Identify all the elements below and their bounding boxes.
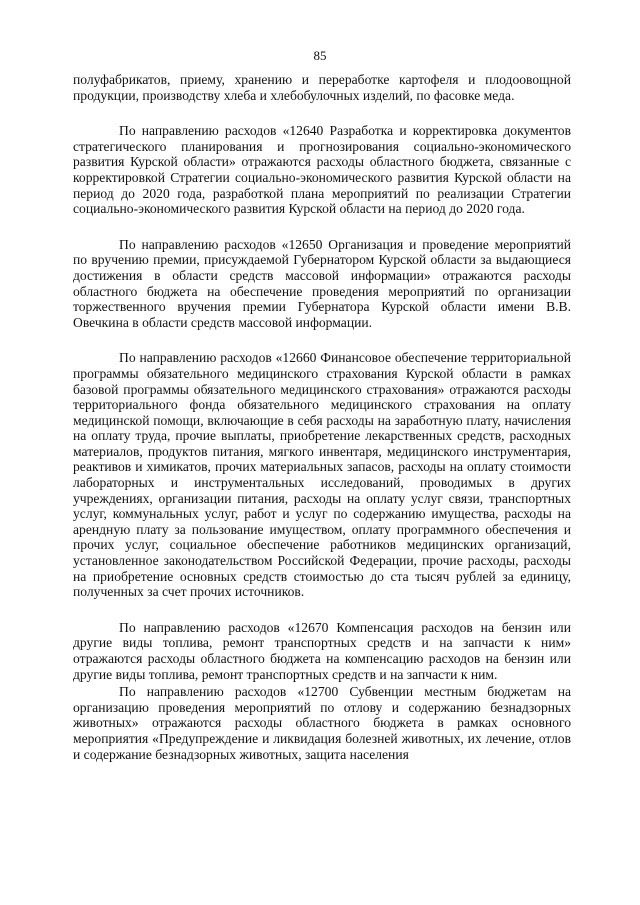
paragraph-12640: По направлению расходов «12640 Разработка и корректировка документов стратегического планирования и прогнозирования социально-экономического развития Курской области» отражаются расходы областного бюджета, связанные с корректировкой Стратегии социально-экономического развития Курской области на период до 2020 года, разработкой плана мероприятий по реализации Стратегии социально-экономического развития Курской области на период до 2020 года.	[73, 123, 571, 217]
page-number: 85	[313, 48, 327, 63]
paragraph-continuation: полуфабрикатов, приему, хранению и переработке картофеля и плодоовощной продукции, производству хлеба и хлебобулочных изделий, по фасовке меда.	[73, 72, 571, 103]
paragraph-12650: По направлению расходов «12650 Организация и проведение мероприятий по вручению премии, присуждаемой Губернатором Курской области за выдающиеся достижения в области средств массовой информации» отражаются расходы областного бюджета на обеспечение проведения мероприятий по организации торжественного вручения премии Губернатора Курской области имени В.В. Овечкина в области средств массовой информации.	[73, 236, 571, 330]
paragraph-12670: По направлению расходов «12670 Компенсация расходов на бензин или другие виды топлива, ремонт транспортных средств и на запчасти к ним» отражаются расходы областного бюджета на компенсацию расходов на бензин или другие виды топлива, ремонт транспортных средств и на запчасти к ним.	[73, 619, 571, 682]
document-body	[73, 72, 571, 762]
paragraph-12660: По направлению расходов «12660 Финансовое обеспечение территориальной программы обязательного медицинского страхования Курской области в рамках базовой программы обязательного медицинского страхования» отражаются расходы территориального фонда обязательного медицинского страхования на оплату медицинской помощи, включающие в себя расходы на заработную плату, начисления на оплату труда, прочие выплаты, приобретение лекарственных средств, расходных материалов, продуктов питания, мягкого инвентаря, медицинского инструментария, реактивов и химикатов, прочих материальных запасов, расходы на оплату стоимости лабораторных и инструментальных исследований, проводимых в других учреждениях, организации питания, расходы на оплату услуг связи, транспортных услуг, коммунальных услуг, работ и услуг по содержанию имущества, расходы на арендную плату за пользование имуществом, оплату программного обеспечения и прочих услуг, социальное обеспечение работников медицинских организаций, установленное законодательством Российской Федерации, прочие расходы, расходы на приобретение основных средств стоимостью до ста тысяч рублей за единицу, полученных за счет прочих источников.	[73, 350, 571, 600]
paragraph-12700: По направлению расходов «12700 Субвенции местным бюджетам на организацию проведения мероприятий по отлову и содержанию безнадзорных животных» отражаются расходы областного бюджета в рамках основного мероприятия «Предупреждение и ликвидация болезней животных, их лечение, отлов и содержание безнадзорных животных, защита населения	[73, 684, 571, 762]
